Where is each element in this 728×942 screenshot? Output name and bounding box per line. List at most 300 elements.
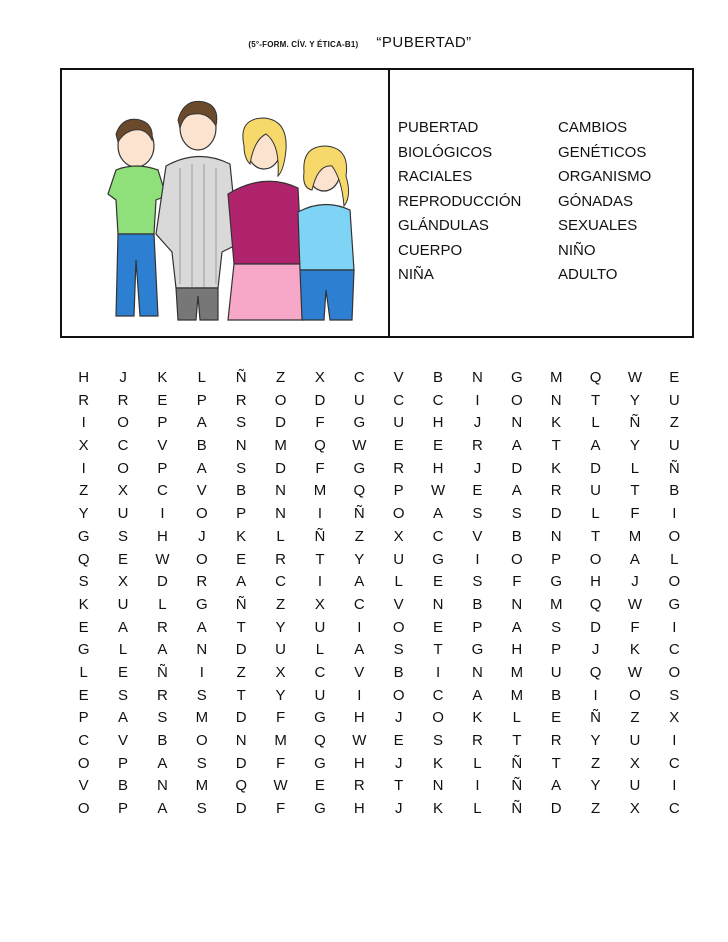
grid-letter[interactable]: U: [629, 732, 641, 749]
grid-letter[interactable]: A: [511, 482, 522, 500]
grid-letter[interactable]: G: [668, 595, 681, 613]
grid-letter[interactable]: N: [235, 732, 247, 749]
grid-letter[interactable]: O: [77, 754, 90, 772]
grid-letter[interactable]: K: [551, 459, 562, 477]
grid-letter[interactable]: T: [433, 641, 443, 659]
grid-letter[interactable]: U: [393, 414, 405, 432]
grid-letter[interactable]: A: [157, 754, 168, 772]
grid-letter[interactable]: C: [432, 686, 444, 704]
grid-letter[interactable]: J: [198, 527, 206, 545]
grid-letter[interactable]: A: [511, 618, 522, 636]
grid-letter[interactable]: E: [433, 573, 444, 591]
grid-letter[interactable]: Z: [590, 754, 601, 772]
grid-letter[interactable]: K: [157, 369, 168, 386]
grid-letter[interactable]: E: [433, 437, 444, 455]
grid-letter[interactable]: J: [631, 573, 639, 591]
grid-letter[interactable]: T: [236, 618, 246, 636]
grid-letter[interactable]: H: [353, 709, 365, 727]
grid-letter[interactable]: C: [353, 595, 365, 613]
grid-letter[interactable]: Ñ: [314, 527, 326, 545]
grid-letter[interactable]: J: [473, 459, 482, 477]
grid-letter[interactable]: I: [160, 505, 165, 523]
grid-letter[interactable]: N: [550, 391, 562, 409]
grid-letter[interactable]: E: [78, 686, 89, 704]
grid-letter[interactable]: G: [314, 754, 326, 772]
grid-letter[interactable]: U: [550, 663, 562, 681]
grid-letter[interactable]: E: [669, 369, 680, 386]
grid-letter[interactable]: K: [433, 754, 444, 772]
grid-letter[interactable]: T: [590, 391, 601, 409]
grid-letter[interactable]: C: [117, 437, 129, 455]
grid-letter[interactable]: I: [317, 505, 323, 523]
grid-letter[interactable]: N: [432, 777, 444, 795]
grid-letter[interactable]: U: [117, 595, 129, 613]
grid-letter[interactable]: L: [591, 505, 600, 523]
grid-letter[interactable]: B: [511, 527, 522, 545]
grid-letter[interactable]: Ñ: [590, 709, 601, 727]
grid-letter[interactable]: Ñ: [511, 800, 523, 818]
grid-letter[interactable]: G: [353, 459, 366, 477]
grid-letter[interactable]: W: [627, 595, 643, 613]
grid-letter[interactable]: O: [195, 550, 208, 568]
grid-letter[interactable]: V: [472, 527, 483, 545]
grid-letter[interactable]: S: [157, 709, 168, 727]
grid-letter[interactable]: C: [353, 369, 365, 386]
grid-letter[interactable]: P: [236, 505, 247, 523]
grid-letter[interactable]: R: [235, 391, 247, 409]
grid-letter[interactable]: E: [472, 482, 483, 500]
grid-letter[interactable]: L: [315, 641, 325, 659]
grid-letter[interactable]: B: [551, 686, 562, 704]
grid-letter[interactable]: F: [275, 800, 286, 818]
grid-letter[interactable]: Q: [589, 595, 602, 613]
grid-letter[interactable]: N: [275, 505, 286, 523]
grid-letter[interactable]: N: [196, 641, 208, 659]
grid-letter[interactable]: I: [317, 573, 323, 591]
grid-letter[interactable]: G: [510, 369, 523, 386]
grid-letter[interactable]: S: [196, 686, 207, 704]
grid-letter[interactable]: K: [551, 414, 562, 432]
grid-letter[interactable]: K: [236, 527, 247, 545]
grid-letter[interactable]: H: [432, 459, 444, 477]
grid-letter[interactable]: B: [236, 482, 247, 500]
grid-letter[interactable]: X: [118, 573, 129, 591]
grid-letter[interactable]: Q: [353, 482, 366, 500]
grid-letter[interactable]: U: [314, 618, 326, 636]
grid-letter[interactable]: I: [357, 618, 362, 636]
grid-letter[interactable]: O: [77, 800, 90, 818]
grid-letter[interactable]: R: [353, 777, 365, 795]
grid-letter[interactable]: A: [157, 800, 168, 818]
grid-letter[interactable]: R: [393, 459, 405, 477]
grid-letter[interactable]: T: [236, 686, 246, 704]
grid-letter[interactable]: Q: [314, 437, 326, 455]
grid-letter[interactable]: F: [315, 459, 325, 477]
grid-letter[interactable]: E: [393, 437, 404, 455]
grid-letter[interactable]: N: [472, 663, 483, 681]
grid-letter[interactable]: T: [315, 550, 325, 568]
grid-letter[interactable]: W: [352, 732, 367, 749]
grid-letter[interactable]: V: [118, 732, 129, 749]
grid-letter[interactable]: R: [157, 618, 168, 636]
grid-letter[interactable]: P: [472, 618, 483, 636]
grid-letter[interactable]: O: [510, 550, 523, 568]
grid-letter[interactable]: G: [195, 595, 208, 613]
grid-letter[interactable]: L: [473, 754, 482, 772]
grid-letter[interactable]: S: [511, 505, 522, 523]
grid-letter[interactable]: U: [275, 641, 286, 659]
grid-letter[interactable]: X: [629, 800, 640, 818]
grid-letter[interactable]: M: [195, 709, 209, 727]
grid-letter[interactable]: U: [314, 686, 326, 704]
grid-letter[interactable]: Ñ: [668, 459, 680, 477]
grid-letter[interactable]: A: [196, 414, 207, 432]
grid-letter[interactable]: U: [353, 391, 365, 409]
grid-letter[interactable]: D: [550, 505, 562, 523]
grid-letter[interactable]: S: [196, 754, 207, 772]
grid-letter[interactable]: Ñ: [353, 505, 365, 523]
grid-letter[interactable]: M: [274, 437, 287, 455]
grid-letter[interactable]: V: [196, 482, 207, 500]
grid-letter[interactable]: X: [78, 437, 89, 455]
grid-letter[interactable]: G: [77, 527, 90, 545]
grid-letter[interactable]: Y: [590, 777, 601, 795]
grid-letter[interactable]: C: [668, 641, 680, 659]
grid-letter[interactable]: N: [275, 482, 286, 500]
grid-letter[interactable]: I: [672, 618, 677, 636]
grid-letter[interactable]: Z: [79, 482, 89, 500]
grid-letter[interactable]: O: [510, 391, 523, 409]
grid-letter[interactable]: D: [235, 754, 247, 772]
grid-letter[interactable]: O: [589, 550, 602, 568]
grid-letter[interactable]: Z: [590, 800, 601, 818]
grid-letter[interactable]: E: [236, 550, 247, 568]
grid-letter[interactable]: W: [627, 663, 643, 681]
grid-letter[interactable]: K: [433, 800, 444, 818]
grid-letter[interactable]: G: [353, 414, 366, 432]
grid-letter[interactable]: H: [78, 369, 90, 386]
grid-letter[interactable]: L: [394, 573, 403, 591]
grid-letter[interactable]: B: [393, 663, 404, 681]
grid-letter[interactable]: M: [510, 686, 524, 704]
grid-letter[interactable]: D: [550, 800, 562, 818]
grid-letter[interactable]: T: [630, 482, 640, 500]
grid-letter[interactable]: K: [629, 641, 640, 659]
grid-letter[interactable]: B: [196, 437, 207, 455]
grid-letter[interactable]: H: [511, 641, 523, 659]
grid-letter[interactable]: A: [196, 618, 207, 636]
grid-letter[interactable]: P: [157, 459, 168, 477]
grid-letter[interactable]: R: [78, 391, 90, 409]
grid-letter[interactable]: X: [669, 709, 680, 727]
grid-letter[interactable]: F: [275, 754, 286, 772]
grid-letter[interactable]: S: [472, 505, 483, 523]
grid-letter[interactable]: I: [672, 777, 677, 795]
grid-letter[interactable]: H: [353, 800, 365, 818]
grid-letter[interactable]: H: [590, 573, 601, 591]
grid-letter[interactable]: D: [235, 800, 247, 818]
grid-letter[interactable]: O: [392, 505, 405, 523]
grid-letter[interactable]: L: [79, 663, 88, 681]
grid-letter[interactable]: I: [81, 414, 86, 432]
grid-letter[interactable]: N: [157, 777, 168, 795]
grid-letter[interactable]: U: [590, 482, 601, 500]
grid-letter[interactable]: E: [157, 391, 168, 409]
grid-letter[interactable]: X: [629, 754, 640, 772]
grid-letter[interactable]: I: [81, 459, 86, 477]
grid-letter[interactable]: D: [314, 391, 326, 409]
grid-letter[interactable]: Z: [236, 663, 246, 681]
grid-letter[interactable]: F: [275, 709, 286, 727]
grid-letter[interactable]: A: [157, 641, 168, 659]
grid-letter[interactable]: S: [433, 732, 444, 749]
grid-letter[interactable]: J: [394, 709, 403, 727]
grid-letter[interactable]: S: [118, 527, 129, 545]
grid-letter[interactable]: W: [155, 550, 170, 568]
grid-letter[interactable]: C: [314, 663, 326, 681]
grid-letter[interactable]: M: [313, 482, 327, 500]
grid-letter[interactable]: B: [472, 595, 483, 613]
grid-letter[interactable]: G: [314, 800, 326, 818]
grid-letter[interactable]: P: [551, 550, 562, 568]
grid-letter[interactable]: O: [432, 709, 444, 727]
grid-letter[interactable]: I: [593, 686, 598, 704]
grid-letter[interactable]: K: [472, 709, 483, 727]
grid-letter[interactable]: A: [511, 437, 522, 455]
grid-letter[interactable]: C: [432, 391, 444, 409]
grid-letter[interactable]: X: [393, 527, 404, 545]
grid-letter[interactable]: A: [118, 618, 129, 636]
grid-letter[interactable]: L: [158, 595, 167, 613]
grid-letter[interactable]: A: [354, 641, 365, 659]
grid-letter[interactable]: P: [118, 754, 129, 772]
grid-letter[interactable]: U: [668, 437, 680, 455]
grid-letter[interactable]: P: [196, 391, 207, 409]
grid-letter[interactable]: R: [550, 482, 562, 500]
grid-letter[interactable]: P: [393, 482, 404, 500]
grid-letter[interactable]: W: [273, 777, 288, 795]
grid-letter[interactable]: J: [394, 800, 403, 818]
grid-letter[interactable]: A: [551, 777, 562, 795]
grid-letter[interactable]: O: [392, 686, 405, 704]
grid-letter[interactable]: Ñ: [511, 754, 523, 772]
grid-letter[interactable]: O: [668, 573, 681, 591]
grid-letter[interactable]: N: [550, 527, 562, 545]
grid-letter[interactable]: L: [512, 709, 521, 727]
grid-letter[interactable]: G: [432, 550, 444, 568]
grid-letter[interactable]: C: [393, 391, 405, 409]
grid-letter[interactable]: Ñ: [157, 663, 168, 681]
grid-letter[interactable]: Y: [629, 437, 640, 455]
grid-letter[interactable]: C: [668, 800, 680, 818]
grid-letter[interactable]: V: [157, 437, 168, 455]
grid-letter[interactable]: Q: [589, 369, 602, 386]
grid-letter[interactable]: M: [549, 369, 563, 386]
grid-letter[interactable]: J: [473, 414, 482, 432]
grid-letter[interactable]: F: [512, 573, 522, 591]
grid-letter[interactable]: T: [590, 527, 601, 545]
grid-letter[interactable]: R: [550, 732, 562, 749]
grid-letter[interactable]: U: [393, 550, 405, 568]
grid-letter[interactable]: D: [275, 414, 286, 432]
grid-letter[interactable]: I: [435, 663, 441, 681]
grid-letter[interactable]: I: [357, 686, 362, 704]
grid-letter[interactable]: C: [157, 482, 168, 500]
grid-letter[interactable]: G: [550, 573, 563, 591]
grid-letter[interactable]: K: [78, 595, 89, 613]
grid-letter[interactable]: O: [195, 732, 208, 749]
grid-letter[interactable]: S: [236, 459, 247, 477]
grid-letter[interactable]: D: [590, 618, 601, 636]
grid-letter[interactable]: V: [354, 663, 365, 681]
grid-letter[interactable]: M: [510, 663, 524, 681]
grid-letter[interactable]: F: [630, 618, 640, 636]
grid-letter[interactable]: B: [157, 732, 168, 749]
grid-letter[interactable]: N: [511, 414, 523, 432]
grid-letter[interactable]: G: [77, 641, 90, 659]
grid-letter[interactable]: I: [475, 391, 480, 409]
grid-letter[interactable]: R: [472, 732, 483, 749]
grid-letter[interactable]: O: [274, 391, 287, 409]
grid-letter[interactable]: T: [512, 732, 522, 749]
grid-letter[interactable]: R: [196, 573, 208, 591]
grid-letter[interactable]: U: [629, 777, 641, 795]
grid-letter[interactable]: I: [475, 777, 480, 795]
grid-letter[interactable]: S: [118, 686, 129, 704]
grid-letter[interactable]: Ñ: [629, 414, 641, 432]
grid-letter[interactable]: Q: [235, 777, 248, 795]
grid-letter[interactable]: I: [672, 505, 677, 523]
grid-letter[interactable]: W: [430, 482, 446, 500]
grid-letter[interactable]: Q: [314, 732, 326, 749]
grid-letter[interactable]: N: [472, 369, 483, 386]
grid-letter[interactable]: O: [392, 618, 405, 636]
grid-letter[interactable]: E: [393, 732, 404, 749]
grid-letter[interactable]: L: [630, 459, 640, 477]
grid-letter[interactable]: C: [78, 732, 90, 749]
grid-letter[interactable]: M: [549, 595, 563, 613]
grid-letter[interactable]: C: [275, 573, 286, 591]
grid-letter[interactable]: Z: [669, 414, 679, 432]
grid-letter[interactable]: C: [668, 754, 680, 772]
grid-letter[interactable]: V: [393, 595, 404, 613]
grid-letter[interactable]: E: [78, 618, 89, 636]
grid-letter[interactable]: U: [117, 505, 129, 523]
grid-letter[interactable]: L: [670, 550, 679, 568]
grid-letter[interactable]: A: [118, 709, 129, 727]
grid-letter[interactable]: D: [275, 459, 286, 477]
grid-letter[interactable]: L: [118, 641, 128, 659]
grid-letter[interactable]: J: [394, 754, 403, 772]
grid-letter[interactable]: S: [669, 686, 680, 704]
grid-letter[interactable]: B: [669, 482, 680, 500]
grid-letter[interactable]: H: [432, 414, 444, 432]
grid-letter[interactable]: X: [275, 663, 286, 681]
grid-letter[interactable]: I: [475, 550, 480, 568]
grid-letter[interactable]: S: [236, 414, 247, 432]
grid-letter[interactable]: D: [157, 573, 168, 591]
grid-letter[interactable]: X: [118, 482, 129, 500]
grid-letter[interactable]: Y: [78, 505, 89, 523]
grid-letter[interactable]: P: [78, 709, 89, 727]
grid-letter[interactable]: J: [119, 369, 127, 386]
grid-letter[interactable]: M: [274, 732, 287, 749]
grid-letter[interactable]: S: [472, 573, 483, 591]
grid-letter[interactable]: C: [432, 527, 444, 545]
grid-letter[interactable]: L: [591, 414, 600, 432]
grid-letter[interactable]: E: [118, 663, 129, 681]
grid-letter[interactable]: Y: [629, 391, 640, 409]
grid-letter[interactable]: Y: [275, 686, 286, 704]
grid-letter[interactable]: B: [433, 369, 444, 386]
grid-letter[interactable]: J: [591, 641, 600, 659]
grid-letter[interactable]: H: [157, 527, 168, 545]
grid-letter[interactable]: E: [314, 777, 325, 795]
grid-letter[interactable]: R: [117, 391, 129, 409]
grid-letter[interactable]: M: [628, 527, 642, 545]
grid-letter[interactable]: L: [473, 800, 482, 818]
grid-letter[interactable]: E: [551, 709, 562, 727]
grid-letter[interactable]: V: [393, 369, 404, 386]
grid-letter[interactable]: A: [629, 550, 640, 568]
grid-letter[interactable]: W: [627, 369, 643, 386]
grid-letter[interactable]: Ñ: [235, 595, 247, 613]
grid-letter[interactable]: O: [629, 686, 641, 704]
grid-letter[interactable]: G: [471, 641, 484, 659]
grid-letter[interactable]: V: [78, 777, 89, 795]
grid-letter[interactable]: Y: [354, 550, 365, 568]
grid-letter[interactable]: U: [668, 391, 680, 409]
grid-letter[interactable]: L: [197, 369, 206, 386]
grid-letter[interactable]: W: [352, 437, 367, 455]
grid-letter[interactable]: F: [315, 414, 325, 432]
grid-letter[interactable]: Ñ: [235, 369, 247, 386]
grid-letter[interactable]: A: [590, 437, 601, 455]
grid-letter[interactable]: H: [353, 754, 365, 772]
grid-letter[interactable]: D: [590, 459, 601, 477]
grid-letter[interactable]: T: [551, 437, 561, 455]
grid-letter[interactable]: Z: [354, 527, 364, 545]
grid-letter[interactable]: Q: [589, 663, 602, 681]
grid-letter[interactable]: D: [235, 641, 247, 659]
grid-letter[interactable]: Y: [590, 732, 601, 749]
grid-letter[interactable]: I: [672, 732, 677, 749]
grid-letter[interactable]: R: [157, 686, 168, 704]
grid-letter[interactable]: E: [118, 550, 129, 568]
grid-letter[interactable]: A: [472, 686, 483, 704]
grid-letter[interactable]: O: [668, 663, 681, 681]
grid-letter[interactable]: S: [393, 641, 404, 659]
grid-letter[interactable]: S: [78, 573, 89, 591]
grid-letter[interactable]: X: [314, 369, 325, 386]
grid-letter[interactable]: S: [196, 800, 207, 818]
grid-letter[interactable]: X: [314, 595, 325, 613]
grid-letter[interactable]: Y: [275, 618, 286, 636]
grid-letter[interactable]: O: [668, 527, 681, 545]
grid-letter[interactable]: Ñ: [511, 777, 523, 795]
grid-letter[interactable]: P: [157, 414, 168, 432]
grid-letter[interactable]: N: [432, 595, 444, 613]
grid-letter[interactable]: O: [117, 414, 129, 432]
grid-letter[interactable]: S: [551, 618, 562, 636]
grid-letter[interactable]: L: [276, 527, 285, 545]
grid-letter[interactable]: G: [314, 709, 326, 727]
grid-letter[interactable]: A: [354, 573, 365, 591]
grid-letter[interactable]: N: [511, 595, 523, 613]
grid-letter[interactable]: D: [511, 459, 523, 477]
grid-letter[interactable]: A: [196, 459, 207, 477]
grid-letter[interactable]: O: [117, 459, 129, 477]
